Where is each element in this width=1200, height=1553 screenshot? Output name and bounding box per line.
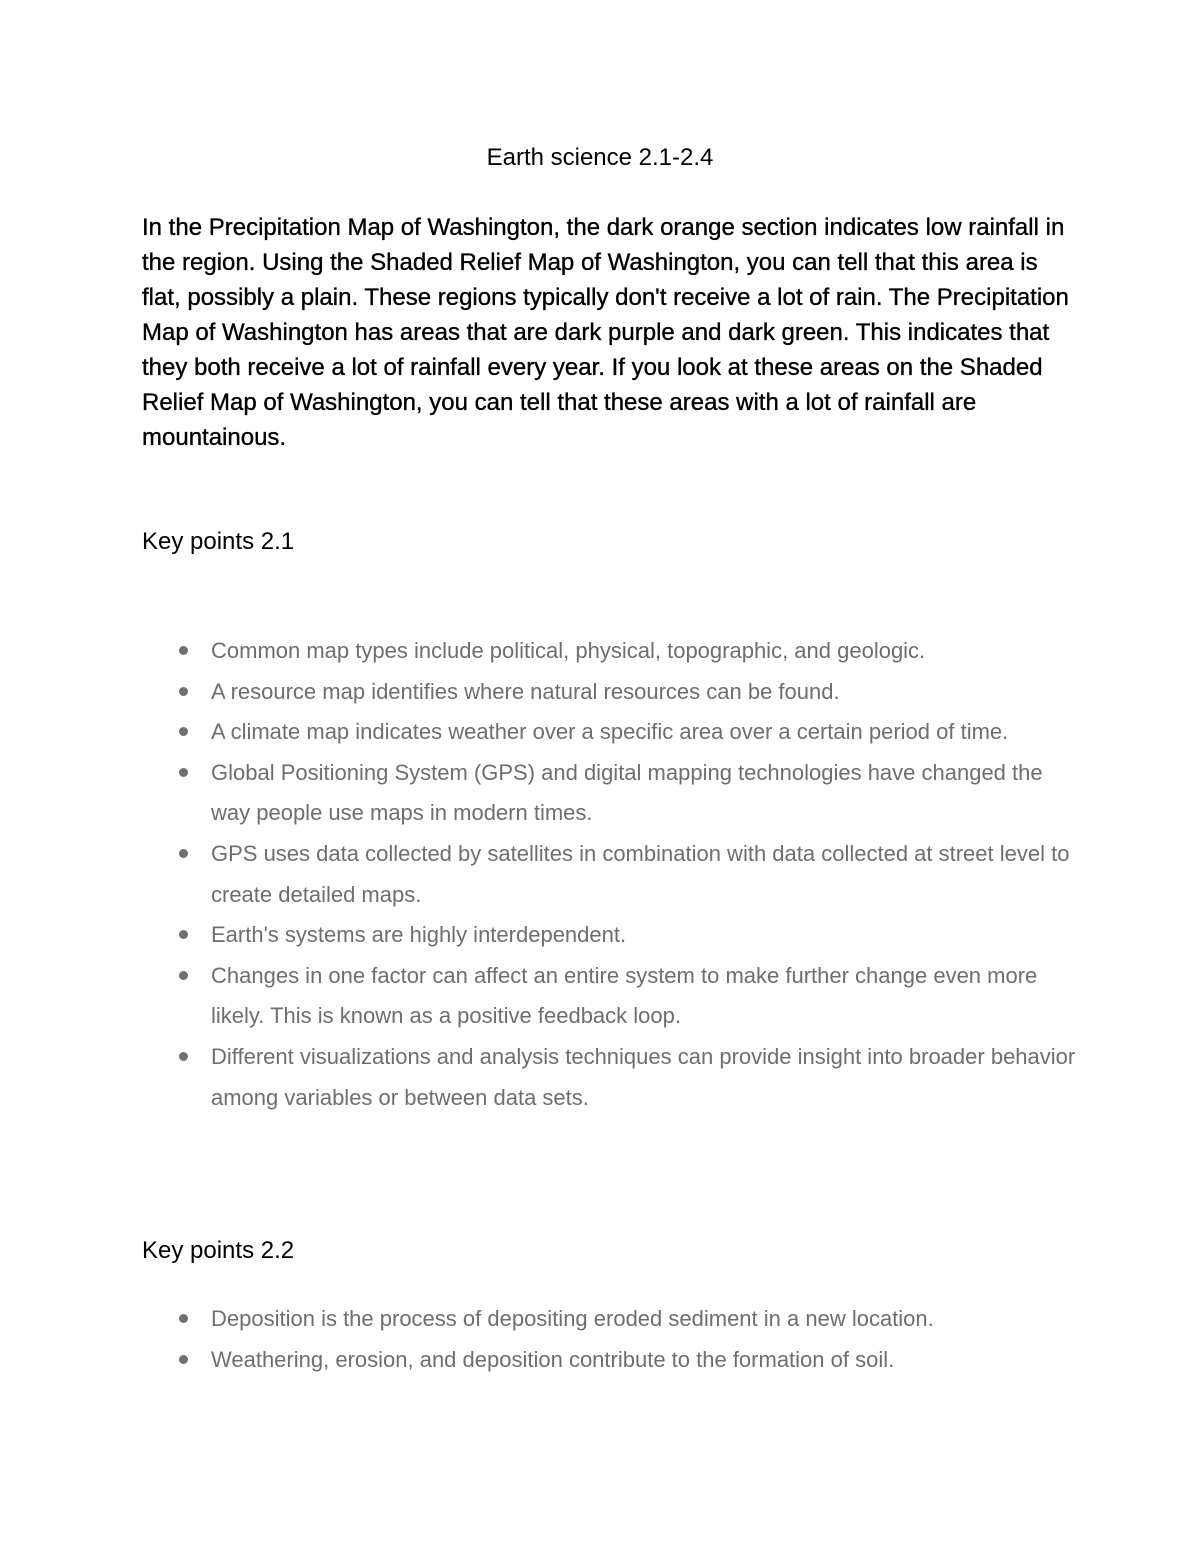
bullet-icon	[179, 849, 188, 858]
list-item	[178, 956, 1078, 1037]
list-item-text: Changes in one factor can affect an entire system to make further change even more likely. This is known as a positive feedback loop.	[211, 962, 1038, 1029]
list-item-text: Weathering, erosion, and deposition contribute to the formation of soil.	[211, 1346, 895, 1372]
list-item	[178, 631, 1078, 672]
list-item-text: Common map types include political, physical, topographic, and geologic.	[211, 638, 926, 663]
bullet-icon	[179, 727, 188, 736]
bullet-icon	[179, 768, 188, 777]
list-item-text: A climate map indicates weather over a specific area over a certain period of time.	[211, 719, 1009, 745]
bullet-icon	[179, 1355, 188, 1364]
list-item	[178, 915, 1078, 956]
list-item-text: Global Positioning System (GPS) and digital mapping technologies have changed the way people use maps in modern times.	[211, 759, 1043, 826]
page-title: Earth science 2.1-2.4	[486, 144, 714, 171]
list-item	[178, 1299, 1078, 1340]
list-item-text: Different visualizations and analysis techniques can provide insight into broader behavior among variables or between data sets.	[211, 1043, 1076, 1110]
bullet-icon	[179, 971, 188, 980]
list-item	[178, 834, 1078, 915]
list-item-text: Earth's systems are highly interdependent.	[211, 922, 627, 948]
list-item-text: GPS uses data collected by satellites in combination with data collected at street level to create detailed maps.	[211, 840, 1070, 907]
list-item	[178, 672, 1078, 713]
bullet-icon	[179, 1052, 188, 1061]
section-heading-key-points-2-1: Key points 2.1	[142, 528, 295, 555]
list-item	[178, 1037, 1078, 1118]
intro-paragraph: In the Precipitation Map of Washington, the dark orange section indicates low rainfall in the region. Using the Shaded Relief Map of Washington, you can tell that this area is flat, possibly a plain. These regions typically don't receive a lot of rain. The Precipitation Map of Washington has areas that are dark purple and dark green. This indicates that they both receive a lot of rainfall every year. If you look at these areas on the Shaded Relief Map of Washington, you can tell that these areas with a lot of rainfall are mountainous.	[142, 214, 1069, 451]
bullet-icon	[179, 1314, 188, 1323]
bullet-list-key-points-2-2	[178, 1299, 1078, 1380]
list-item-text: A resource map identifies where natural resources can be found.	[211, 678, 840, 704]
bullet-list-key-points-2-1	[178, 631, 1078, 1118]
list-item-text: Deposition is the process of depositing eroded sediment in a new location.	[211, 1306, 934, 1331]
bullet-icon	[179, 646, 188, 655]
bullet-icon	[179, 930, 188, 939]
bullet-icon	[179, 687, 188, 696]
section-heading-key-points-2-2: Key points 2.2	[142, 1237, 295, 1264]
list-item	[178, 712, 1078, 753]
list-item	[178, 753, 1078, 834]
list-item	[178, 1340, 1078, 1381]
